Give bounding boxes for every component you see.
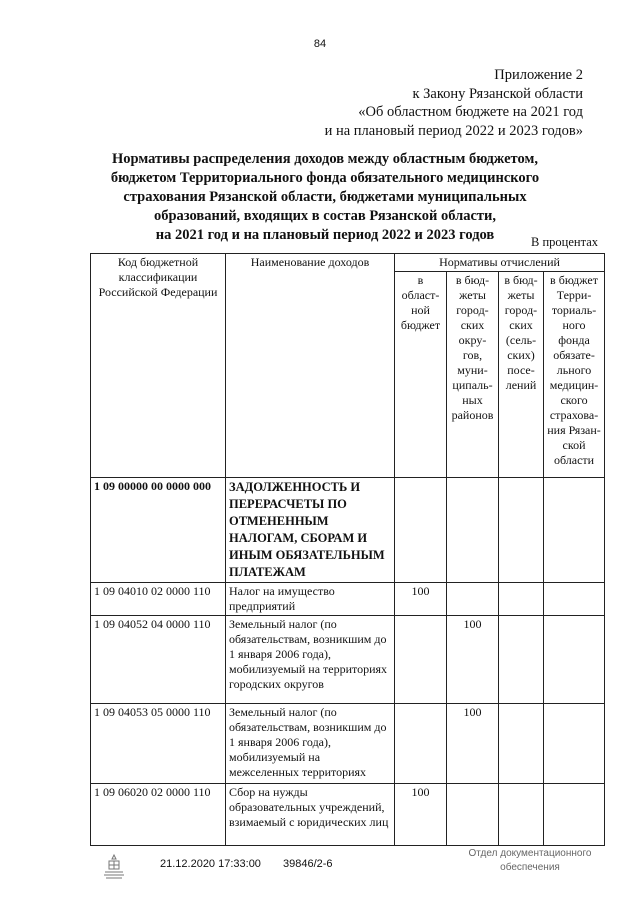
row-rural — [499, 704, 544, 784]
stamp-line-1: Отдел документационного — [468, 848, 592, 859]
row-name: Земельный налог (по обязательствам, возникшим до 1 января 2006 года), мобилизуемый на межселенных территориях — [226, 704, 395, 784]
table-header-row — [91, 254, 605, 272]
table-row — [91, 784, 605, 846]
title-line-5: на 2021 год и на плановый период 2022 и 2023 годов — [155, 227, 495, 243]
table-row — [91, 583, 605, 616]
row-name: Сбор на нужды образовательных учреждений, взимаемый с юридических лиц — [226, 784, 395, 846]
page-number: 84 — [313, 38, 327, 50]
appendix-line-1: Приложение 2 — [494, 67, 583, 83]
appendix-line-2: к Закону Рязанской области — [412, 85, 583, 102]
row-name: Налог на имущество предприятий — [226, 583, 395, 616]
row-regional — [395, 704, 447, 784]
header-fund: в бюджет Терри-ториаль-ного фонда обязате-льного медицин-ского страхова-ния Рязан-ской области — [544, 272, 605, 478]
table-row — [91, 616, 605, 704]
header-city: в бюд-жеты город-ских окру-гов, муни-ципаль-ных районов — [447, 272, 499, 478]
header-rural: в бюд-жеты город-ских (сель-ских) посе-лений — [499, 272, 544, 478]
table-row — [91, 478, 605, 583]
row-fund — [544, 478, 605, 583]
row-fund — [544, 616, 605, 704]
row-fund — [544, 583, 605, 616]
row-regional — [395, 616, 447, 704]
title-line-4: образований, входящих в состав Рязанской области, — [153, 208, 497, 224]
row-city: 100 — [447, 704, 499, 784]
stamp-line-2: обеспечения — [500, 862, 560, 873]
row-rural — [499, 616, 544, 704]
norms-table — [90, 253, 605, 846]
row-code: 1 09 04052 04 0000 110 — [91, 616, 226, 704]
table-row — [91, 704, 605, 784]
row-fund — [544, 784, 605, 846]
row-rural — [499, 478, 544, 583]
header-name: Наименование доходов — [226, 254, 395, 478]
row-code: 1 09 06020 02 0000 110 — [91, 784, 226, 846]
row-rural — [499, 784, 544, 846]
row-name: Земельный налог (по обязательствам, возникшим до 1 января 2006 года), мобилизуемый на территориях городских округов — [226, 616, 395, 704]
department-stamp — [450, 847, 610, 875]
footer-registration-number: 39846/2-6 — [283, 858, 333, 870]
appendix-line-3: «Об областном бюджете на 2021 год — [358, 104, 583, 120]
row-regional — [395, 478, 447, 583]
row-regional: 100 — [395, 583, 447, 616]
title-line-2: бюджетом Территориального фонда обязательного медицинского — [110, 170, 540, 186]
appendix-line-4: и на плановый период 2022 и 2023 годов» — [324, 122, 583, 139]
row-city — [447, 784, 499, 846]
title-line-1: Нормативы распределения доходов между областным бюджетом, — [112, 151, 538, 167]
document-title — [80, 150, 570, 245]
row-code: 1 09 04010 02 0000 110 — [91, 583, 226, 616]
header-norms-group: Нормативы отчислений — [395, 254, 605, 272]
coat-of-arms-icon — [100, 852, 128, 880]
header-regional: в област-ной бюджет — [395, 272, 447, 478]
row-name: ЗАДОЛЖЕННОСТЬ И ПЕРЕРАСЧЕТЫ ПО ОТМЕНЕННЫМ НАЛОГАМ, СБОРАМ И ИНЫМ ОБЯЗАТЕЛЬНЫМ ПЛАТЕЖАМ — [226, 478, 395, 583]
row-fund — [544, 704, 605, 784]
footer-date: 21.12.2020 17:33:00 — [160, 858, 261, 870]
row-city — [447, 478, 499, 583]
row-rural — [499, 583, 544, 616]
units-label: В процентах — [531, 235, 598, 249]
row-code: 1 09 00000 00 0000 000 — [91, 478, 226, 583]
row-city: 100 — [447, 616, 499, 704]
row-regional: 100 — [395, 784, 447, 846]
row-code: 1 09 04053 05 0000 110 — [91, 704, 226, 784]
header-code: Код бюджетной классификации Российской Федерации — [91, 254, 226, 478]
row-city — [447, 583, 499, 616]
title-line-3: страхования Рязанской области, бюджетами муниципальных — [123, 189, 527, 205]
appendix-header — [283, 66, 583, 140]
